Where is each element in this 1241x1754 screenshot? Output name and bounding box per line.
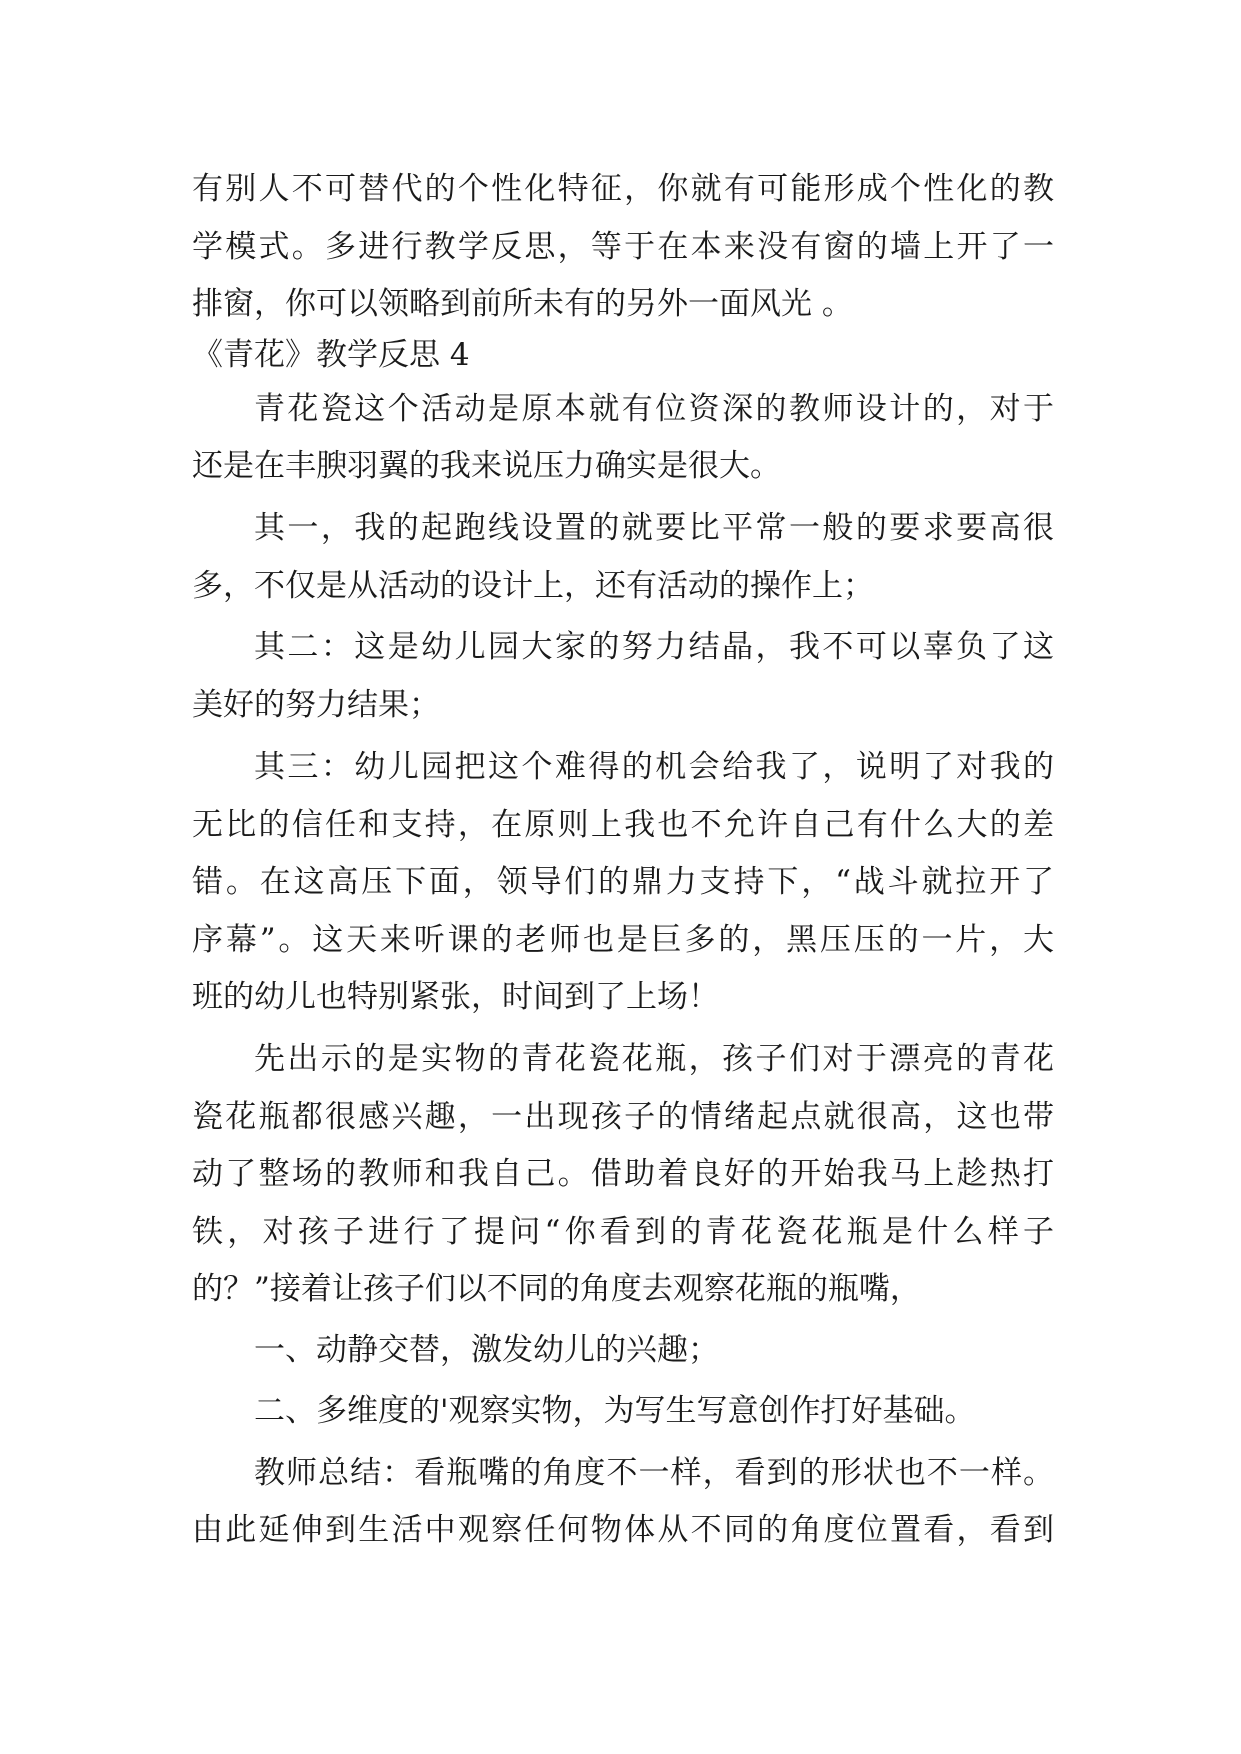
list-item: 二、多维度的'观察实物，为写生写意创作打好基础。 xyxy=(254,1393,976,1429)
body-line: 学模式。多进行教学反思，等于在本来没有窗的墙上开了一 xyxy=(192,229,1054,265)
body-line: 序幕”。这天来听课的老师也是巨多的，黑压压的一片，大 xyxy=(192,922,1054,958)
body-line: 动了整场的教师和我自己。借助着良好的开始我马上趁热打 xyxy=(192,1156,1054,1192)
body-line: 无比的信任和支持，在原则上我也不允许自己有什么大的差 xyxy=(192,807,1054,843)
paragraph-first-line: 其三：幼儿园把这个难得的机会给我了，说明了对我的 xyxy=(254,749,1054,785)
paragraph-first-line: 青花瓷这个活动是原本就有位资深的教师设计的，对于 xyxy=(254,391,1054,427)
body-line: 美好的努力结果； xyxy=(192,687,440,723)
body-line: 多，不仅是从活动的设计上，还有活动的操作上； xyxy=(192,568,874,604)
paragraph-first-line: 其一，我的起跑线设置的就要比平常一般的要求要高很 xyxy=(254,510,1054,546)
body-line: 由此延伸到生活中观察任何物体从不同的角度位置看，看到 xyxy=(192,1512,1054,1548)
body-line: 还是在丰腴羽翼的我来说压力确实是很大。 xyxy=(192,448,781,484)
body-line: 班的幼儿也特别紧张，时间到了上场！ xyxy=(192,979,719,1015)
paragraph-first-line: 教师总结：看瓶嘴的角度不一样，看到的形状也不一样。 xyxy=(254,1455,1054,1491)
paragraph-first-line: 其二：这是幼儿园大家的努力结晶，我不可以辜负了这 xyxy=(254,629,1054,665)
section-heading: 《青花》教学反思 4 xyxy=(192,337,470,373)
list-item: 一、动静交替，激发幼儿的兴趣； xyxy=(254,1332,719,1368)
body-line: 有别人不可替代的个性化特征，你就有可能形成个性化的教 xyxy=(192,171,1054,207)
body-line: 瓷花瓶都很感兴趣，一出现孩子的情绪起点就很高，这也带 xyxy=(192,1099,1054,1135)
body-line: 错。在这高压下面，领导们的鼎力支持下，“战斗就拉开了 xyxy=(192,864,1054,900)
body-line: 铁，对孩子进行了提问“你看到的青花瓷花瓶是什么样子 xyxy=(192,1214,1054,1250)
body-line: 排窗，你可以领略到前所未有的另外一面风光 。 xyxy=(192,286,853,322)
paragraph-first-line: 先出示的是实物的青花瓷花瓶，孩子们对于漂亮的青花 xyxy=(254,1041,1054,1077)
body-line: 的？”接着让孩子们以不同的角度去观察花瓶的瓶嘴， xyxy=(192,1271,921,1307)
